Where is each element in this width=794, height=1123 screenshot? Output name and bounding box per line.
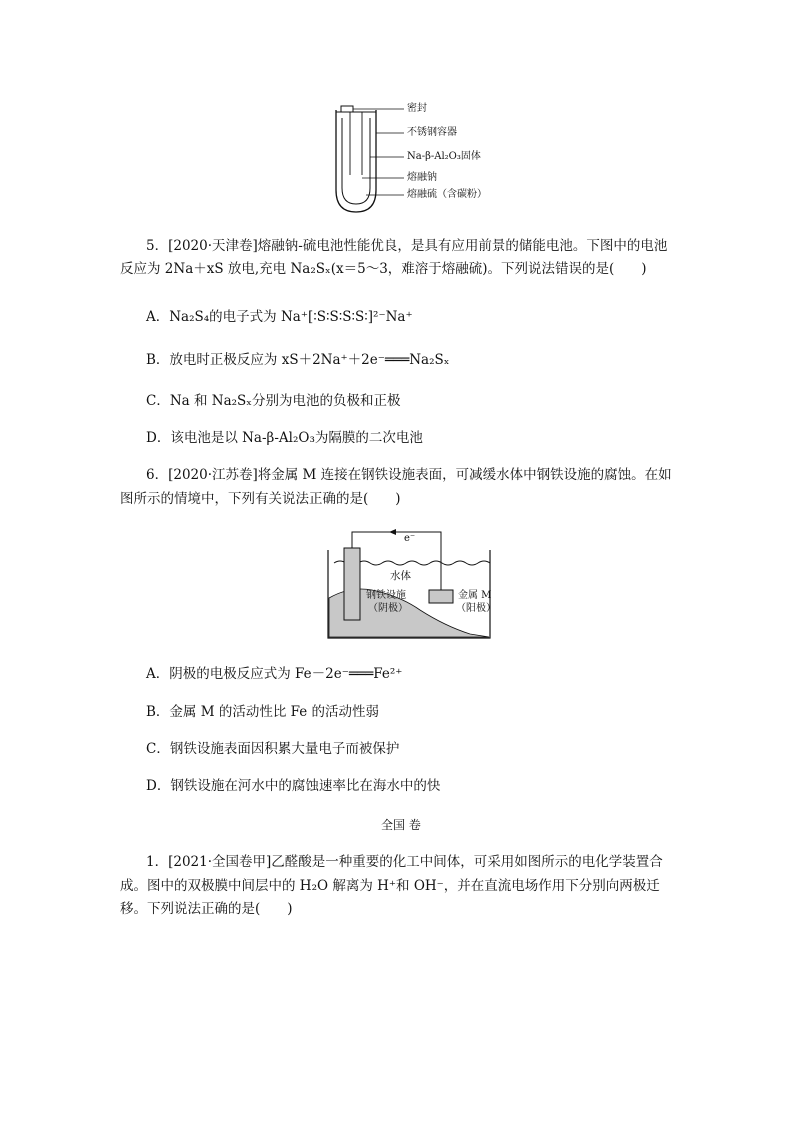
q6-option-b: B．金属 M 的活动性比 Fe 的活动性弱 bbox=[146, 704, 380, 720]
label-seal: 密封 bbox=[407, 103, 427, 114]
steel-facility bbox=[344, 548, 360, 620]
metal-m-block bbox=[429, 590, 453, 603]
q1-line1: 1．[2021·全国卷甲]乙醛酸是一种重要的化工中间体，可采用如图所示的电化学装置合 bbox=[146, 854, 663, 870]
electron-label: e⁻ bbox=[404, 533, 416, 544]
electron-arrow-icon bbox=[389, 529, 396, 535]
steel-label-line1: 钢铁设施 bbox=[366, 590, 406, 601]
q5-stem-line2: 反应为 2Na＋xS 放电,充电 Na₂Sₓ(x＝5～3，难溶于熔融硫)。下列说法错误的是( ) bbox=[120, 261, 647, 277]
q1-line3: 移。下列说法正确的是( ) bbox=[120, 901, 293, 917]
label-steel-container: 不锈钢容器 bbox=[407, 127, 457, 138]
q5-option-b: B．放电时正极反应为 xS＋2Na⁺＋2e⁻═══Na₂Sₓ bbox=[146, 352, 450, 368]
section-title: 全国 卷 bbox=[381, 818, 421, 832]
label-solid-electrolyte: Na-β-Al₂O₃固体 bbox=[407, 151, 481, 162]
q6-stem-line2: 图所示的情境中，下列有关说法正确的是( ) bbox=[120, 491, 401, 507]
q1-line2: 成。图中的双极膜中间层中的 H₂O 解离为 H⁺和 OH⁻，并在直流电场作用下分别向两极迁 bbox=[120, 878, 660, 894]
q6-option-a: A．阴极的电极反应式为 Fe－2e⁻═══Fe²⁺ bbox=[146, 666, 403, 682]
q6-option-d: D．钢铁设施在河水中的腐蚀速率比在海水中的快 bbox=[146, 778, 441, 794]
q6-stem-line1: 6．[2020·江苏卷]将金属 M 连接在钢铁设施表面，可减缓水体中钢铁设施的腐蚀。在如 bbox=[146, 467, 672, 483]
q5-option-a: A．Na₂S₄的电子式为 Na⁺[∶S∶S∶S∶S∶]²⁻Na⁺ bbox=[146, 309, 413, 325]
label-molten-sodium: 熔融钠 bbox=[407, 172, 437, 183]
q5-option-d: D．该电池是以 Na-β-Al₂O₃为隔膜的二次电池 bbox=[146, 430, 423, 446]
q6-option-c: C．钢铁设施表面因积累大量电子而被保护 bbox=[146, 741, 400, 757]
metal-label-line2: （阳极） bbox=[456, 603, 496, 614]
label-molten-sulfur: 熔融硫（含碳粉） bbox=[407, 189, 487, 200]
q5-stem-line1: 5．[2020·天津卷]熔融钠-硫电池性能优良，是具有应用前景的储能电池。下图中的电池 bbox=[146, 238, 668, 254]
water-label: 水体 bbox=[390, 570, 411, 582]
steel-label-line2: （阴极） bbox=[368, 603, 408, 614]
q5-option-c: C．Na 和 Na₂Sₓ分别为电池的负极和正极 bbox=[146, 393, 401, 409]
metal-label-line1: 金属 M bbox=[458, 590, 492, 601]
